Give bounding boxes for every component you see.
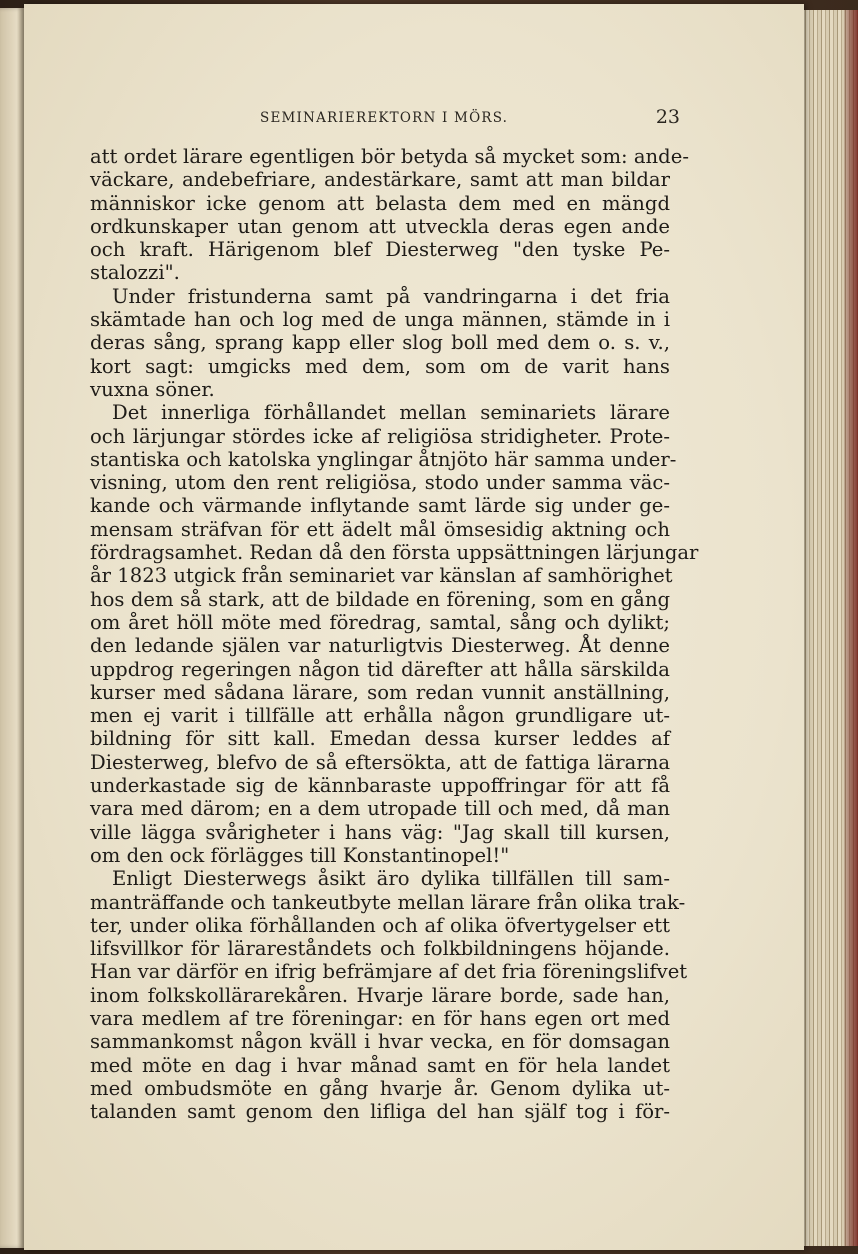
text-line: människor icke genom att belasta dem med en mängd — [90, 191, 670, 215]
text-line: Under fristunderna samt på vandringarna i det fria — [112, 284, 670, 308]
text-line: att ordet lärare egentligen bör betyda så mycket som: ande- — [90, 145, 689, 168]
text-line: och kraft. Härigenom blef Diesterweg "den tyske Pe- — [90, 238, 670, 262]
text-line: inom folkskollärarekåren. Hvarje lärare borde, sade han, — [90, 983, 670, 1007]
text-line: väckare, andebefriare, andestärkare, samt att man bildar — [90, 168, 670, 192]
text-line: Han var därför en ifrig befrämjare af det fria föreningslifvet — [90, 960, 688, 984]
text-line: underkastade sig de kännbaraste uppoffringar för att få — [90, 774, 670, 798]
text-line: hos dem så stark, att de bildade en förening, som en gång — [90, 587, 670, 611]
previous-page-edge — [0, 8, 24, 1248]
book-page-edges — [798, 10, 858, 1246]
body-text — [90, 145, 699, 1124]
text-line: Det innerliga förhållandet mellan seminariets lärare — [112, 401, 670, 425]
text-line: visning, utom den rent religiösa, stodo under samma väc- — [90, 471, 670, 495]
running-head — [260, 106, 680, 132]
text-line: mensam sträfvan för ett ädelt mål ömsesidig aktning och — [90, 517, 670, 541]
text-line: vuxna söner. — [90, 377, 215, 401]
text-line: manträffande och tankeutbyte mellan lärare från olika trak- — [90, 890, 686, 914]
running-head-title: SEMINARIEREKTORN I MÖRS. — [260, 110, 509, 126]
text-line: men ej varit i tillfälle att erhålla någon grundligare ut- — [90, 704, 670, 728]
text-line: talanden samt genom den lifliga del han själf tog i för- — [90, 1100, 670, 1124]
text-line: kande och värmande inflytande samt lärde sig under ge- — [90, 494, 670, 518]
text-line: deras sång, sprang kapp eller slog boll med dem o. s. v., — [90, 331, 670, 355]
text-line: Diesterweg, blefvo de så eftersökta, att de fattiga lärarna — [90, 750, 670, 774]
text-line: kurser med sådana lärare, som redan vunnit anställning, — [90, 680, 670, 704]
text-line: om den ock förlägges till Konstantinopel!" — [90, 843, 510, 867]
text-line: om året höll möte med föredrag, samtal, sång och dylikt; — [90, 610, 670, 634]
text-line: år 1823 utgick från seminariet var känslan af samhörighet — [90, 564, 673, 588]
text-line: vara med därom; en a dem utropade till och med, då man — [90, 797, 670, 821]
text-line: sammankomst någon kväll i hvar vecka, en för domsagan — [90, 1030, 670, 1054]
text-line: stalozzi". — [90, 261, 180, 285]
text-line: ter, under olika förhållanden och af olika öfvertygelser ett — [90, 913, 670, 937]
text-line: fördragsamhet. Redan då den första uppsättningen lärjungar — [90, 541, 699, 565]
text-line: bildning för sitt kall. Emedan dessa kurser leddes af — [90, 727, 670, 751]
text-line: kort sagt: umgicks med dem, som om de varit hans — [90, 354, 670, 378]
text-line: stantiska och katolska ynglingar åtnjöto här samma under- — [90, 447, 677, 471]
text-line: med möte en dag i hvar månad samt en för hela landet — [90, 1053, 670, 1077]
text-line: lifsvillkor för lärareståndets och folkbildningens höjande. — [90, 937, 670, 961]
text-line: ville lägga svårigheter i hans väg: "Jag skall till kursen, — [90, 820, 670, 844]
text-line: ordkunskaper utan genom att utveckla deras egen ande — [90, 214, 670, 238]
page-number: 23 — [655, 106, 680, 128]
text-line: den ledande själen var naturligtvis Diesterweg. Åt denne — [90, 634, 670, 658]
book-page — [24, 4, 804, 1250]
text-line: Enligt Diesterwegs åsikt äro dylika tillfällen till sam- — [112, 867, 670, 891]
text-line: skämtade han och log med de unga männen, stämde in i — [90, 308, 670, 332]
text-line: uppdrog regeringen någon tid därefter att hålla särskilda — [90, 657, 670, 681]
text-line: med ombudsmöte en gång hvarje år. Genom dylika ut- — [90, 1076, 670, 1100]
text-line: och lärjungar stördes icke af religiösa stridigheter. Prote- — [90, 424, 670, 448]
text-line: vara medlem af tre föreningar: en för hans egen ort med — [90, 1006, 670, 1030]
